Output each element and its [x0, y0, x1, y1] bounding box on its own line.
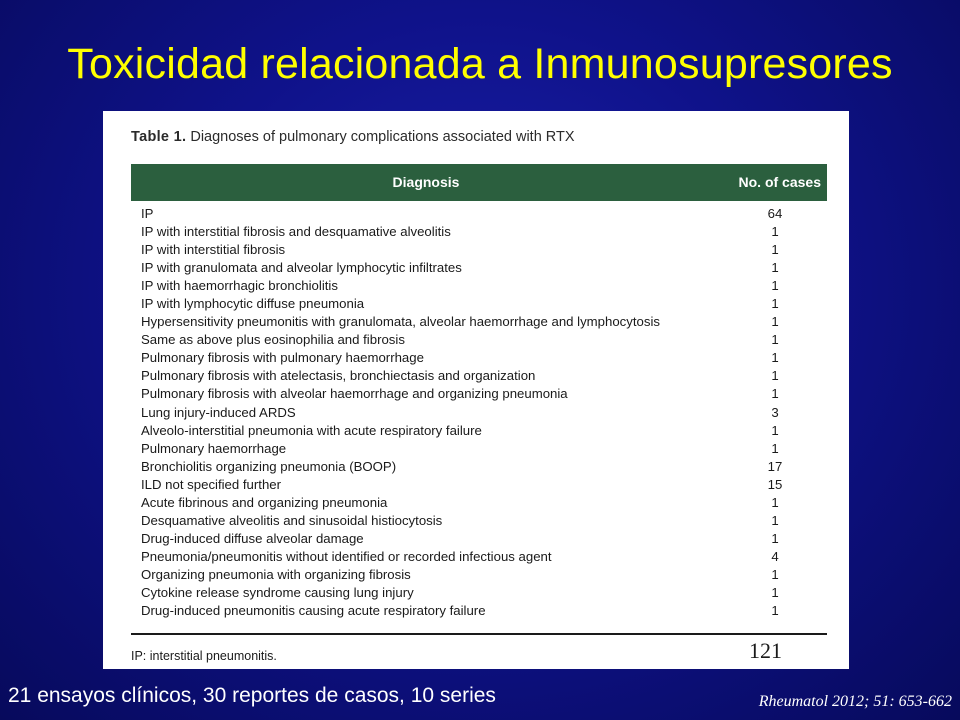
cases-cell: 1: [771, 350, 779, 366]
table-row: [131, 602, 827, 620]
table-row: [131, 404, 827, 422]
diagnosis-cell: Alveolo-interstitial pneumonia with acute respiratory failure: [141, 422, 482, 438]
table-row: [131, 548, 827, 566]
diagnosis-cell: Same as above plus eosinophilia and fibrosis: [141, 332, 405, 348]
cases-cell: 1: [771, 224, 779, 240]
cases-cell: 1: [771, 530, 779, 546]
table-row: [131, 458, 827, 476]
diagnosis-cell: Acute fibrinous and organizing pneumonia: [141, 494, 388, 510]
table-footnote: IP: interstitial pneumonitis.: [131, 649, 277, 663]
diagnosis-cell: Cytokine release syndrome causing lung injury: [141, 584, 414, 600]
table-row: [131, 566, 827, 584]
table-row: [131, 295, 827, 313]
table-bottom-rule: [131, 633, 827, 635]
table-row: [131, 331, 827, 349]
cases-cell: 1: [771, 314, 779, 330]
diagnosis-cell: Hypersensitivity pneumonitis with granulomata, alveolar haemorrhage and lymphocytosis: [141, 314, 660, 330]
bottom-note: 21 ensayos clínicos, 30 reportes de casos, 10 series: [8, 684, 496, 707]
table-row: [131, 313, 827, 331]
table-header: [131, 164, 827, 201]
diagnosis-cell: IP with haemorrhagic bronchiolitis: [141, 278, 338, 294]
diagnosis-cell: IP with lymphocytic diffuse pneumonia: [141, 296, 365, 312]
cases-cell: 1: [771, 603, 779, 619]
table-caption: [131, 129, 575, 145]
diagnosis-cell: IP with interstitial fibrosis and desquamative alveolitis: [141, 224, 451, 240]
cases-cell: 1: [771, 512, 779, 528]
cases-cell: 15: [767, 476, 783, 492]
cases-cell: 1: [771, 332, 779, 348]
table-row: [131, 440, 827, 458]
table-row: [131, 367, 827, 385]
table-row: [131, 512, 827, 530]
cases-cell: 1: [771, 260, 779, 276]
table-row: [131, 494, 827, 512]
cases-cell: 17: [767, 458, 783, 474]
cases-cell: 1: [771, 440, 779, 456]
diagnosis-cell: Pulmonary fibrosis with alveolar haemorrhage and organizing pneumonia: [141, 386, 568, 402]
cases-cell: 1: [771, 278, 779, 294]
table-row: [131, 422, 827, 440]
diagnosis-cell: Pulmonary haemorrhage: [141, 440, 287, 456]
cases-cell: 1: [771, 494, 779, 510]
diagnosis-cell: Drug-induced diffuse alveolar damage: [141, 530, 364, 546]
cases-cell: 1: [771, 584, 779, 600]
table-row: [131, 277, 827, 295]
table-row: [131, 476, 827, 494]
table-row: [131, 349, 827, 367]
diagnosis-cell: IP with granulomata and alveolar lymphocytic infiltrates: [141, 260, 462, 276]
table-row: [131, 223, 827, 241]
table-row: [131, 259, 827, 277]
diagnosis-cell: IP: [141, 206, 154, 221]
cases-cell: 4: [771, 548, 779, 564]
diagnosis-cell: Lung injury-induced ARDS: [141, 404, 296, 420]
diagnosis-cell: IP with interstitial fibrosis: [141, 242, 286, 258]
citation: Rheumatol 2012; 51: 653-662: [758, 693, 952, 710]
diagnosis-cell: Pneumonia/pneumonitis without identified or recorded infectious agent: [141, 548, 552, 564]
cases-cell: 1: [771, 422, 779, 438]
diagnosis-cell: Pulmonary fibrosis with pulmonary haemorrhage: [141, 350, 424, 366]
slide-title: Toxicidad relacionada a Inmunosupresores: [67, 40, 893, 88]
table-row: [131, 530, 827, 548]
column-header-diagnosis: Diagnosis: [392, 174, 460, 190]
table-row: [131, 241, 827, 259]
diagnosis-cell: Pulmonary fibrosis with atelectasis, bronchiectasis and organization: [141, 368, 536, 384]
page-number: 121: [749, 638, 782, 663]
diagnosis-cell: Desquamative alveolitis and sinusoidal histiocytosis: [141, 512, 443, 528]
cases-cell: 1: [771, 368, 779, 384]
table-body: [131, 205, 827, 620]
table-caption-text: Diagnoses of pulmonary complications associated with RTX: [190, 129, 575, 145]
diagnosis-cell: Drug-induced pneumonitis causing acute respiratory failure: [141, 603, 486, 619]
cases-cell: 1: [771, 386, 779, 402]
cases-cell: 1: [771, 242, 779, 258]
table-row: [131, 205, 827, 223]
table-row: [131, 584, 827, 602]
column-header-cases: No. of cases: [738, 174, 821, 190]
table-label: Table 1.: [131, 129, 187, 145]
cases-cell: 64: [767, 206, 783, 221]
table-row: [131, 385, 827, 403]
cases-cell: 1: [771, 566, 779, 582]
diagnosis-cell: Bronchiolitis organizing pneumonia (BOOP): [141, 458, 397, 474]
diagnosis-cell: ILD not specified further: [141, 476, 282, 492]
cases-cell: 3: [771, 404, 779, 420]
diagnosis-cell: Organizing pneumonia with organizing fibrosis: [141, 566, 411, 582]
table-image: [103, 111, 849, 669]
cases-cell: 1: [771, 296, 779, 312]
